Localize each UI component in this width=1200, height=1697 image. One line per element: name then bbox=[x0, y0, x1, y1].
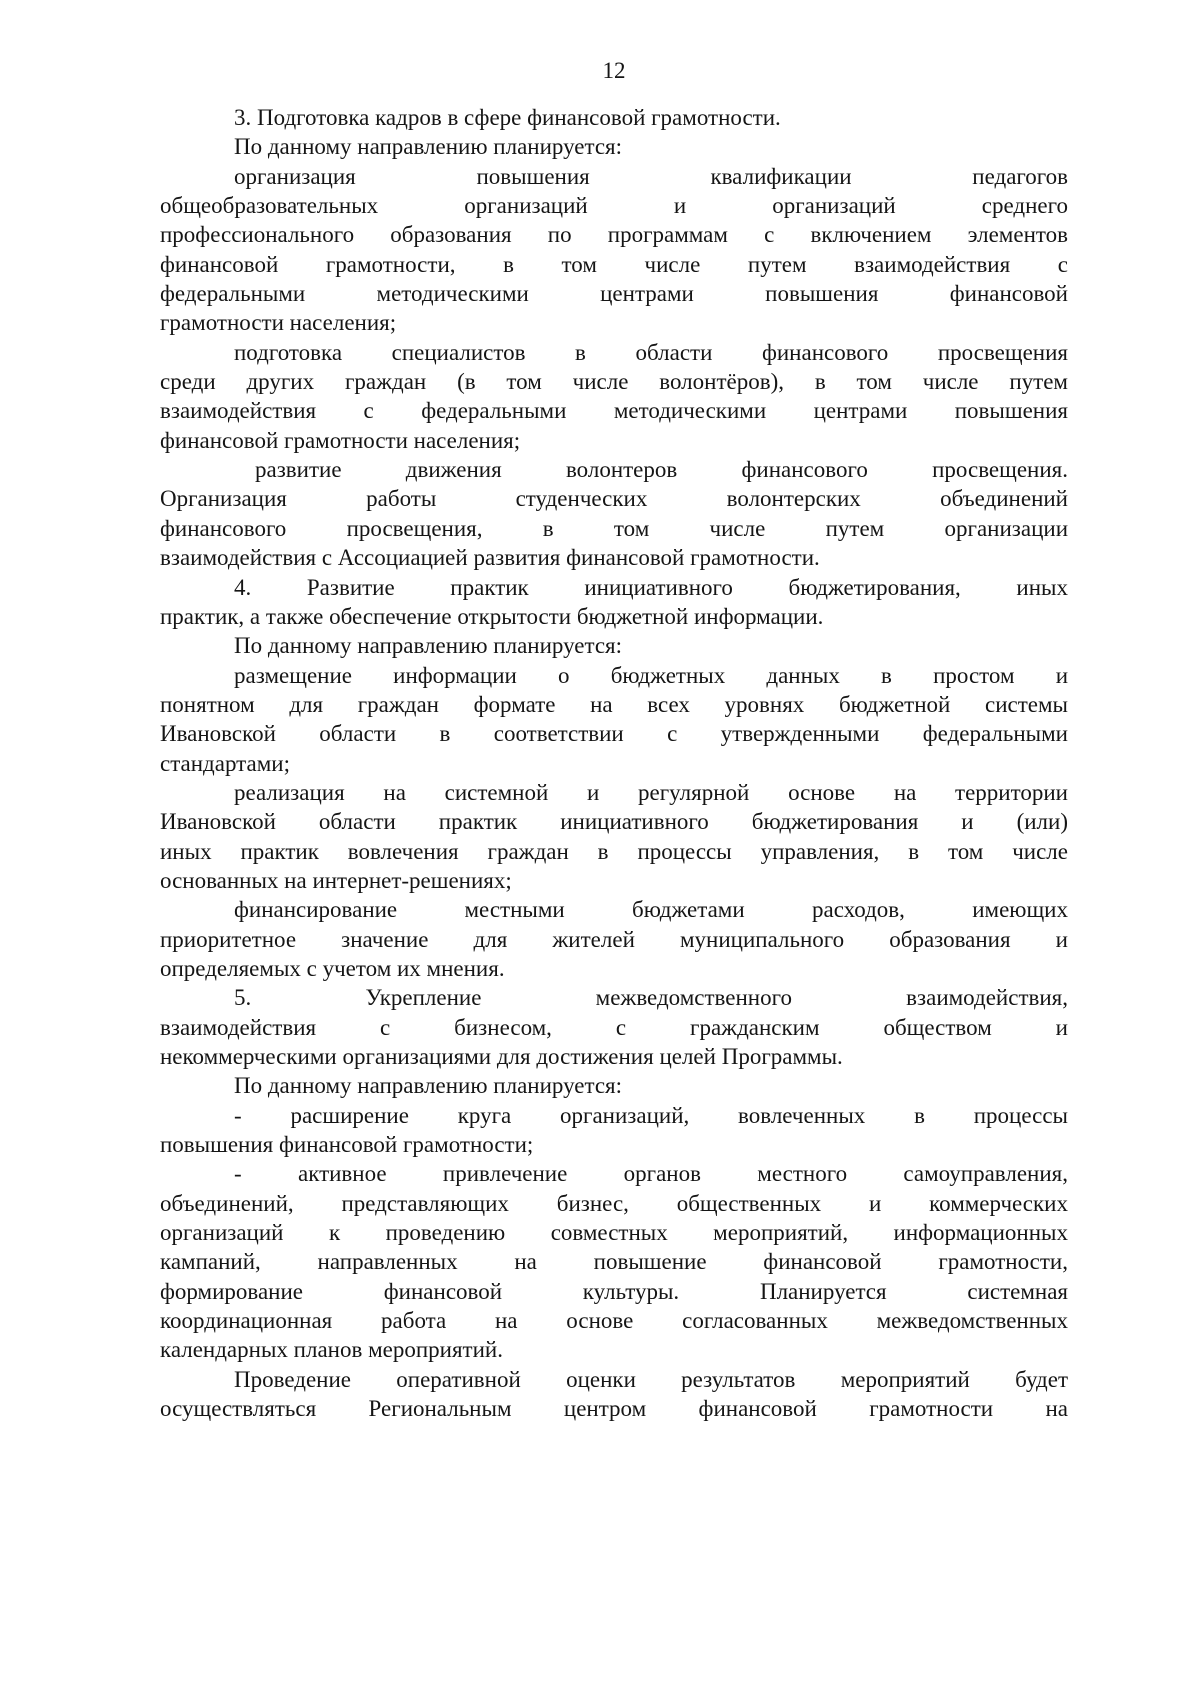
text-line: 5. Укрепление межведомственного взаимодействия, bbox=[234, 985, 1068, 1011]
text-line: объединений, представляющих бизнес, общественных и коммерческих bbox=[160, 1190, 1068, 1216]
text-line: основанных на интернет-решениях; bbox=[160, 867, 512, 893]
text-line: общеобразовательных организаций и организаций среднего bbox=[160, 193, 1068, 219]
text-line: финансирование местными бюджетами расходов, имеющих bbox=[234, 897, 1068, 923]
text-line: Проведение оперативной оценки результатов мероприятий будет bbox=[234, 1366, 1068, 1392]
text-line: приоритетное значение для жителей муниципального образования и bbox=[160, 926, 1068, 952]
paragraph bbox=[160, 778, 1068, 895]
text-line: размещение информации о бюджетных данных в простом и bbox=[234, 662, 1068, 688]
page-number: 12 bbox=[602, 58, 626, 83]
paragraph bbox=[160, 661, 1068, 778]
text-line: По данному направлению планируется: bbox=[234, 134, 623, 160]
text-line: некоммерческими организациями для достижения целей Программы. bbox=[160, 1044, 843, 1069]
paragraph bbox=[160, 162, 1068, 338]
text-line: грамотности населения; bbox=[160, 310, 397, 336]
text-line: определяемых с учетом их мнения. bbox=[160, 955, 505, 981]
text-line: Организация работы студенческих волонтерских объединений bbox=[160, 486, 1068, 512]
text-line: организация повышения квалификации педагогов bbox=[234, 163, 1068, 189]
text-line: Ивановской области практик инициативного бюджетирования и (или) bbox=[160, 809, 1068, 835]
paragraph bbox=[160, 455, 1068, 572]
text-line: 3. Подготовка кадров в сфере финансовой грамотности. bbox=[234, 105, 781, 130]
text-line: федеральными методическими центрами повышения финансовой bbox=[160, 281, 1068, 307]
text-line: иных практик вовлечения граждан в процессы управления, в том числе bbox=[160, 838, 1068, 864]
text-line: среди других граждан (в том числе волонтёров), в том числе путем bbox=[160, 369, 1068, 395]
text-line: развитие движения волонтеров финансового просвещения. bbox=[255, 457, 1068, 483]
text-line: финансовой грамотности населения; bbox=[160, 427, 521, 453]
paragraph bbox=[160, 103, 1068, 132]
text-line: понятном для граждан формате на всех уровнях бюджетной системы bbox=[160, 691, 1068, 717]
text-line: взаимодействия с федеральными методическими центрами повышения bbox=[160, 398, 1068, 424]
text-line: финансового просвещения, в том числе путем организации bbox=[160, 515, 1068, 541]
text-line: организаций к проведению совместных мероприятий, информационных bbox=[160, 1220, 1068, 1246]
text-line: осуществляться Региональным центром финансовой грамотности на bbox=[160, 1396, 1068, 1422]
text-line: координационная работа на основе согласованных межведомственных bbox=[160, 1308, 1068, 1334]
paragraph bbox=[160, 895, 1068, 983]
text-line: - расширение круга организаций, вовлеченных в процессы bbox=[234, 1102, 1068, 1128]
text-line: календарных планов мероприятий. bbox=[160, 1337, 503, 1363]
paragraph bbox=[160, 631, 1068, 660]
text-line: финансовой грамотности, в том числе путем взаимодействия с bbox=[160, 251, 1068, 277]
text-line: кампаний, направленных на повышение финансовой грамотности, bbox=[160, 1249, 1068, 1275]
text-line: взаимодействия с Ассоциацией развития финансовой грамотности. bbox=[160, 545, 820, 571]
paragraph bbox=[160, 1101, 1068, 1160]
paragraph bbox=[160, 338, 1068, 455]
paragraph bbox=[160, 132, 1068, 161]
paragraph bbox=[160, 1071, 1068, 1100]
document-body bbox=[160, 103, 1068, 1423]
text-line: профессионального образования по программам с включением элементов bbox=[160, 222, 1068, 248]
text-line: практик, а также обеспечение открытости бюджетной информации. bbox=[160, 603, 824, 629]
text-line: формирование финансовой культуры. Планируется системная bbox=[160, 1278, 1068, 1304]
text-line: реализация на системной и регулярной основе на территории bbox=[234, 779, 1068, 805]
text-line: подготовка специалистов в области финансового просвещения bbox=[234, 339, 1068, 365]
paragraph bbox=[160, 1159, 1068, 1364]
paragraph bbox=[160, 573, 1068, 632]
text-line: 4. Развитие практик инициативного бюджетирования, иных bbox=[234, 574, 1068, 600]
text-line: По данному направлению планируется: bbox=[234, 1073, 623, 1099]
text-line: - активное привлечение органов местного самоуправления, bbox=[234, 1161, 1068, 1187]
text-line: Ивановской области в соответствии с утвержденными федеральными bbox=[160, 721, 1068, 747]
text-line: взаимодействия с бизнесом, с гражданским обществом и bbox=[160, 1014, 1068, 1040]
text-line: По данному направлению планируется: bbox=[234, 633, 623, 659]
text-line: повышения финансовой грамотности; bbox=[160, 1132, 534, 1158]
text-line: стандартами; bbox=[160, 750, 290, 776]
paragraph bbox=[160, 1365, 1068, 1424]
paragraph bbox=[160, 983, 1068, 1071]
